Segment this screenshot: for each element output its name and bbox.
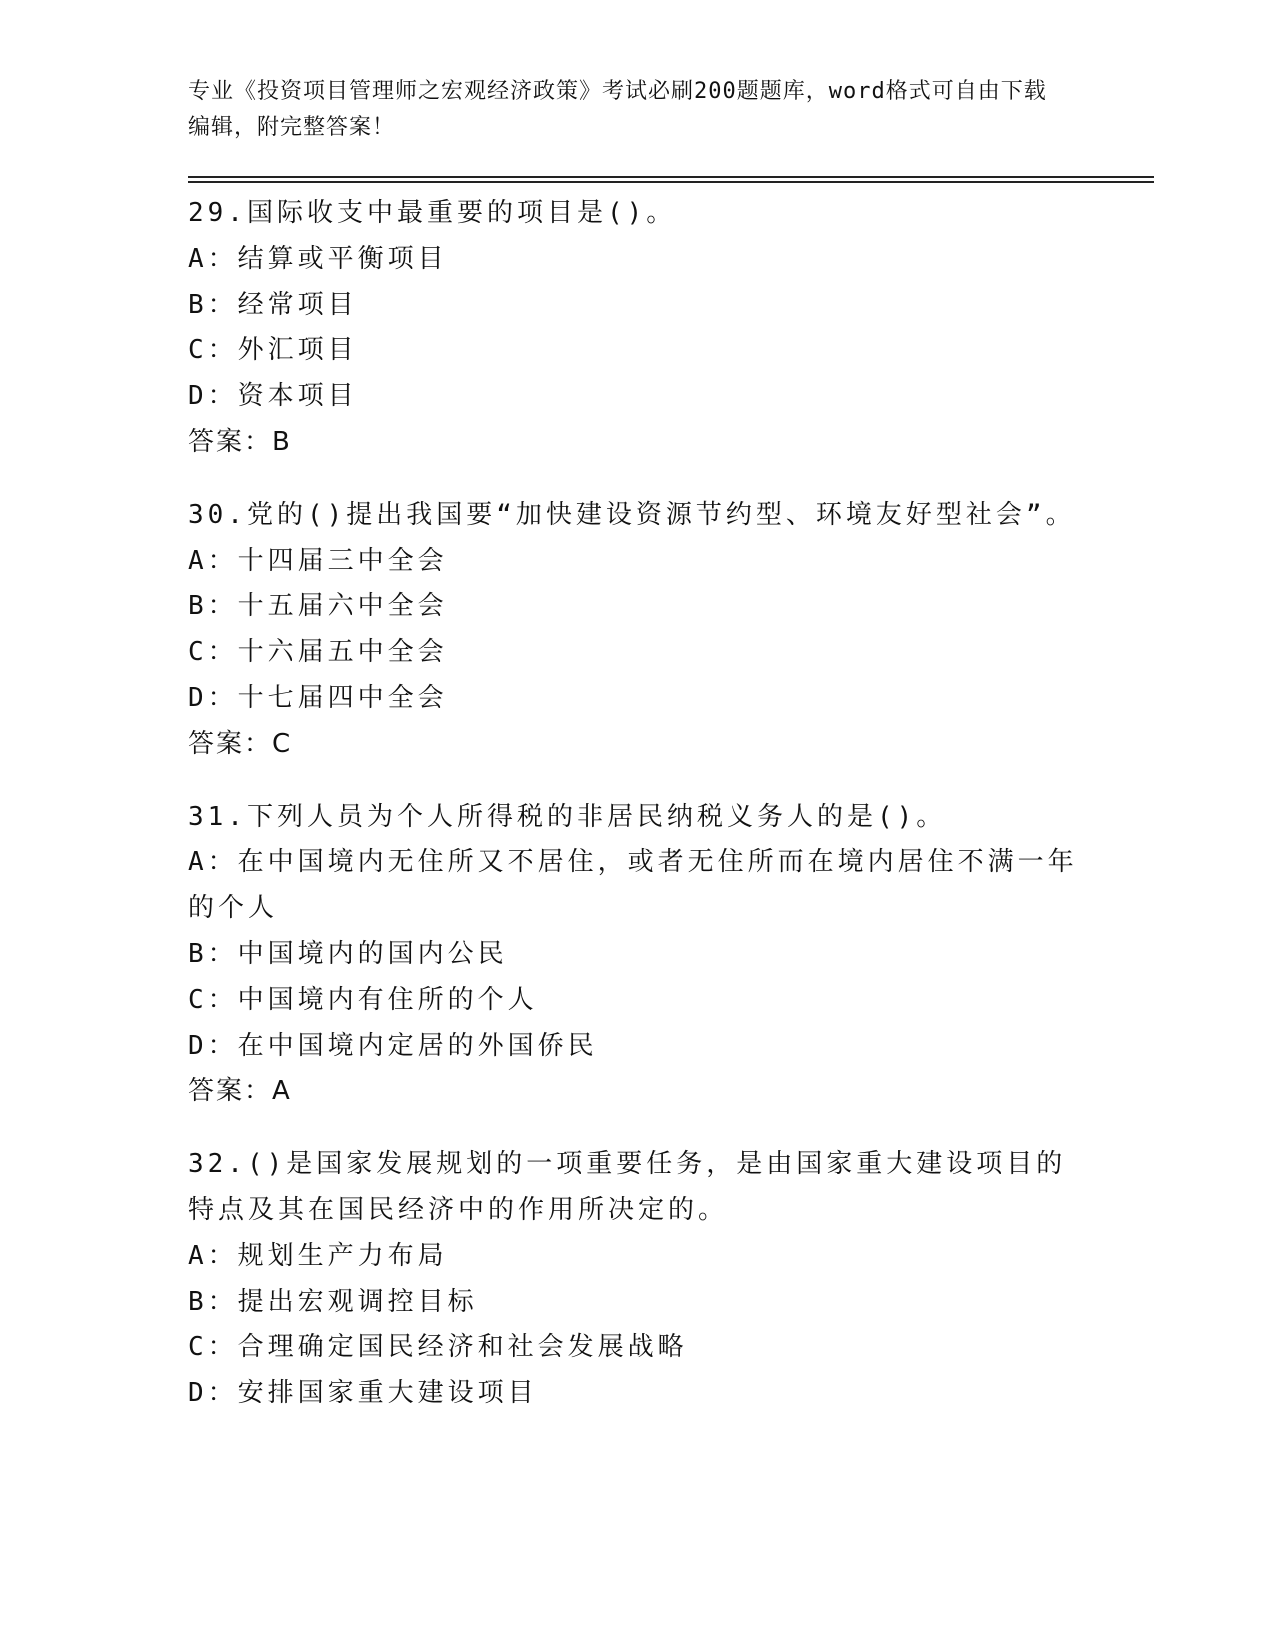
question-stem: 32.()是国家发展规划的一项重要任务，是由国家重大建设项目的特点及其在国民经济中的作用所决定的。 [188,1149,1067,1225]
option-d: D：安排国家重大建设项目 [188,1378,538,1409]
option-a: A：结算或平衡项目 [188,243,448,274]
option-c: C：外汇项目 [188,335,358,366]
option-d: D：在中国境内定居的外国侨民 [188,1030,598,1061]
option-a: A：规划生产力布局 [188,1240,448,1271]
header-divider-bottom [188,181,1154,183]
option-b: B：中国境内的国内公民 [188,938,508,969]
option-a: A：十四届三中全会 [188,545,448,576]
option-b: B：提出宏观调控目标 [188,1286,478,1317]
option-a: A：在中国境内无住所又不居住，或者无住所而在境内居住不满一年的个人 [188,847,1078,924]
option-d: D：资本项目 [188,381,358,412]
option-b: B：十五届六中全会 [188,591,448,622]
document-header: 专业《投资项目管理师之宏观经济政策》考试必刷200题题库，word格式可自由下载编辑，附完整答案！ [188,79,1047,140]
question-31 [188,795,1088,1116]
option-b: B：经常项目 [188,289,358,320]
question-stem: 29.国际收支中最重要的项目是()。 [188,198,677,228]
answer-line: 答案：B [188,426,292,457]
question-list [188,191,1088,1444]
question-32 [188,1142,1088,1417]
answer-line: 答案：A [188,1076,292,1107]
question-30 [188,493,1088,768]
option-c: C：合理确定国民经济和社会发展战略 [188,1332,688,1363]
option-c: C：十六届五中全会 [188,637,448,668]
question-stem: 31.下列人员为个人所得税的非居民纳税义务人的是()。 [188,801,947,832]
question-stem: 30.党的()提出我国要“加快建设资源节约型、环境友好型社会”。 [188,499,1076,530]
option-d: D：十七届四中全会 [188,682,448,713]
option-c: C：中国境内有住所的个人 [188,984,538,1015]
answer-line: 答案：C [188,728,293,759]
header-divider-top [188,176,1154,178]
question-29 [188,191,1088,466]
